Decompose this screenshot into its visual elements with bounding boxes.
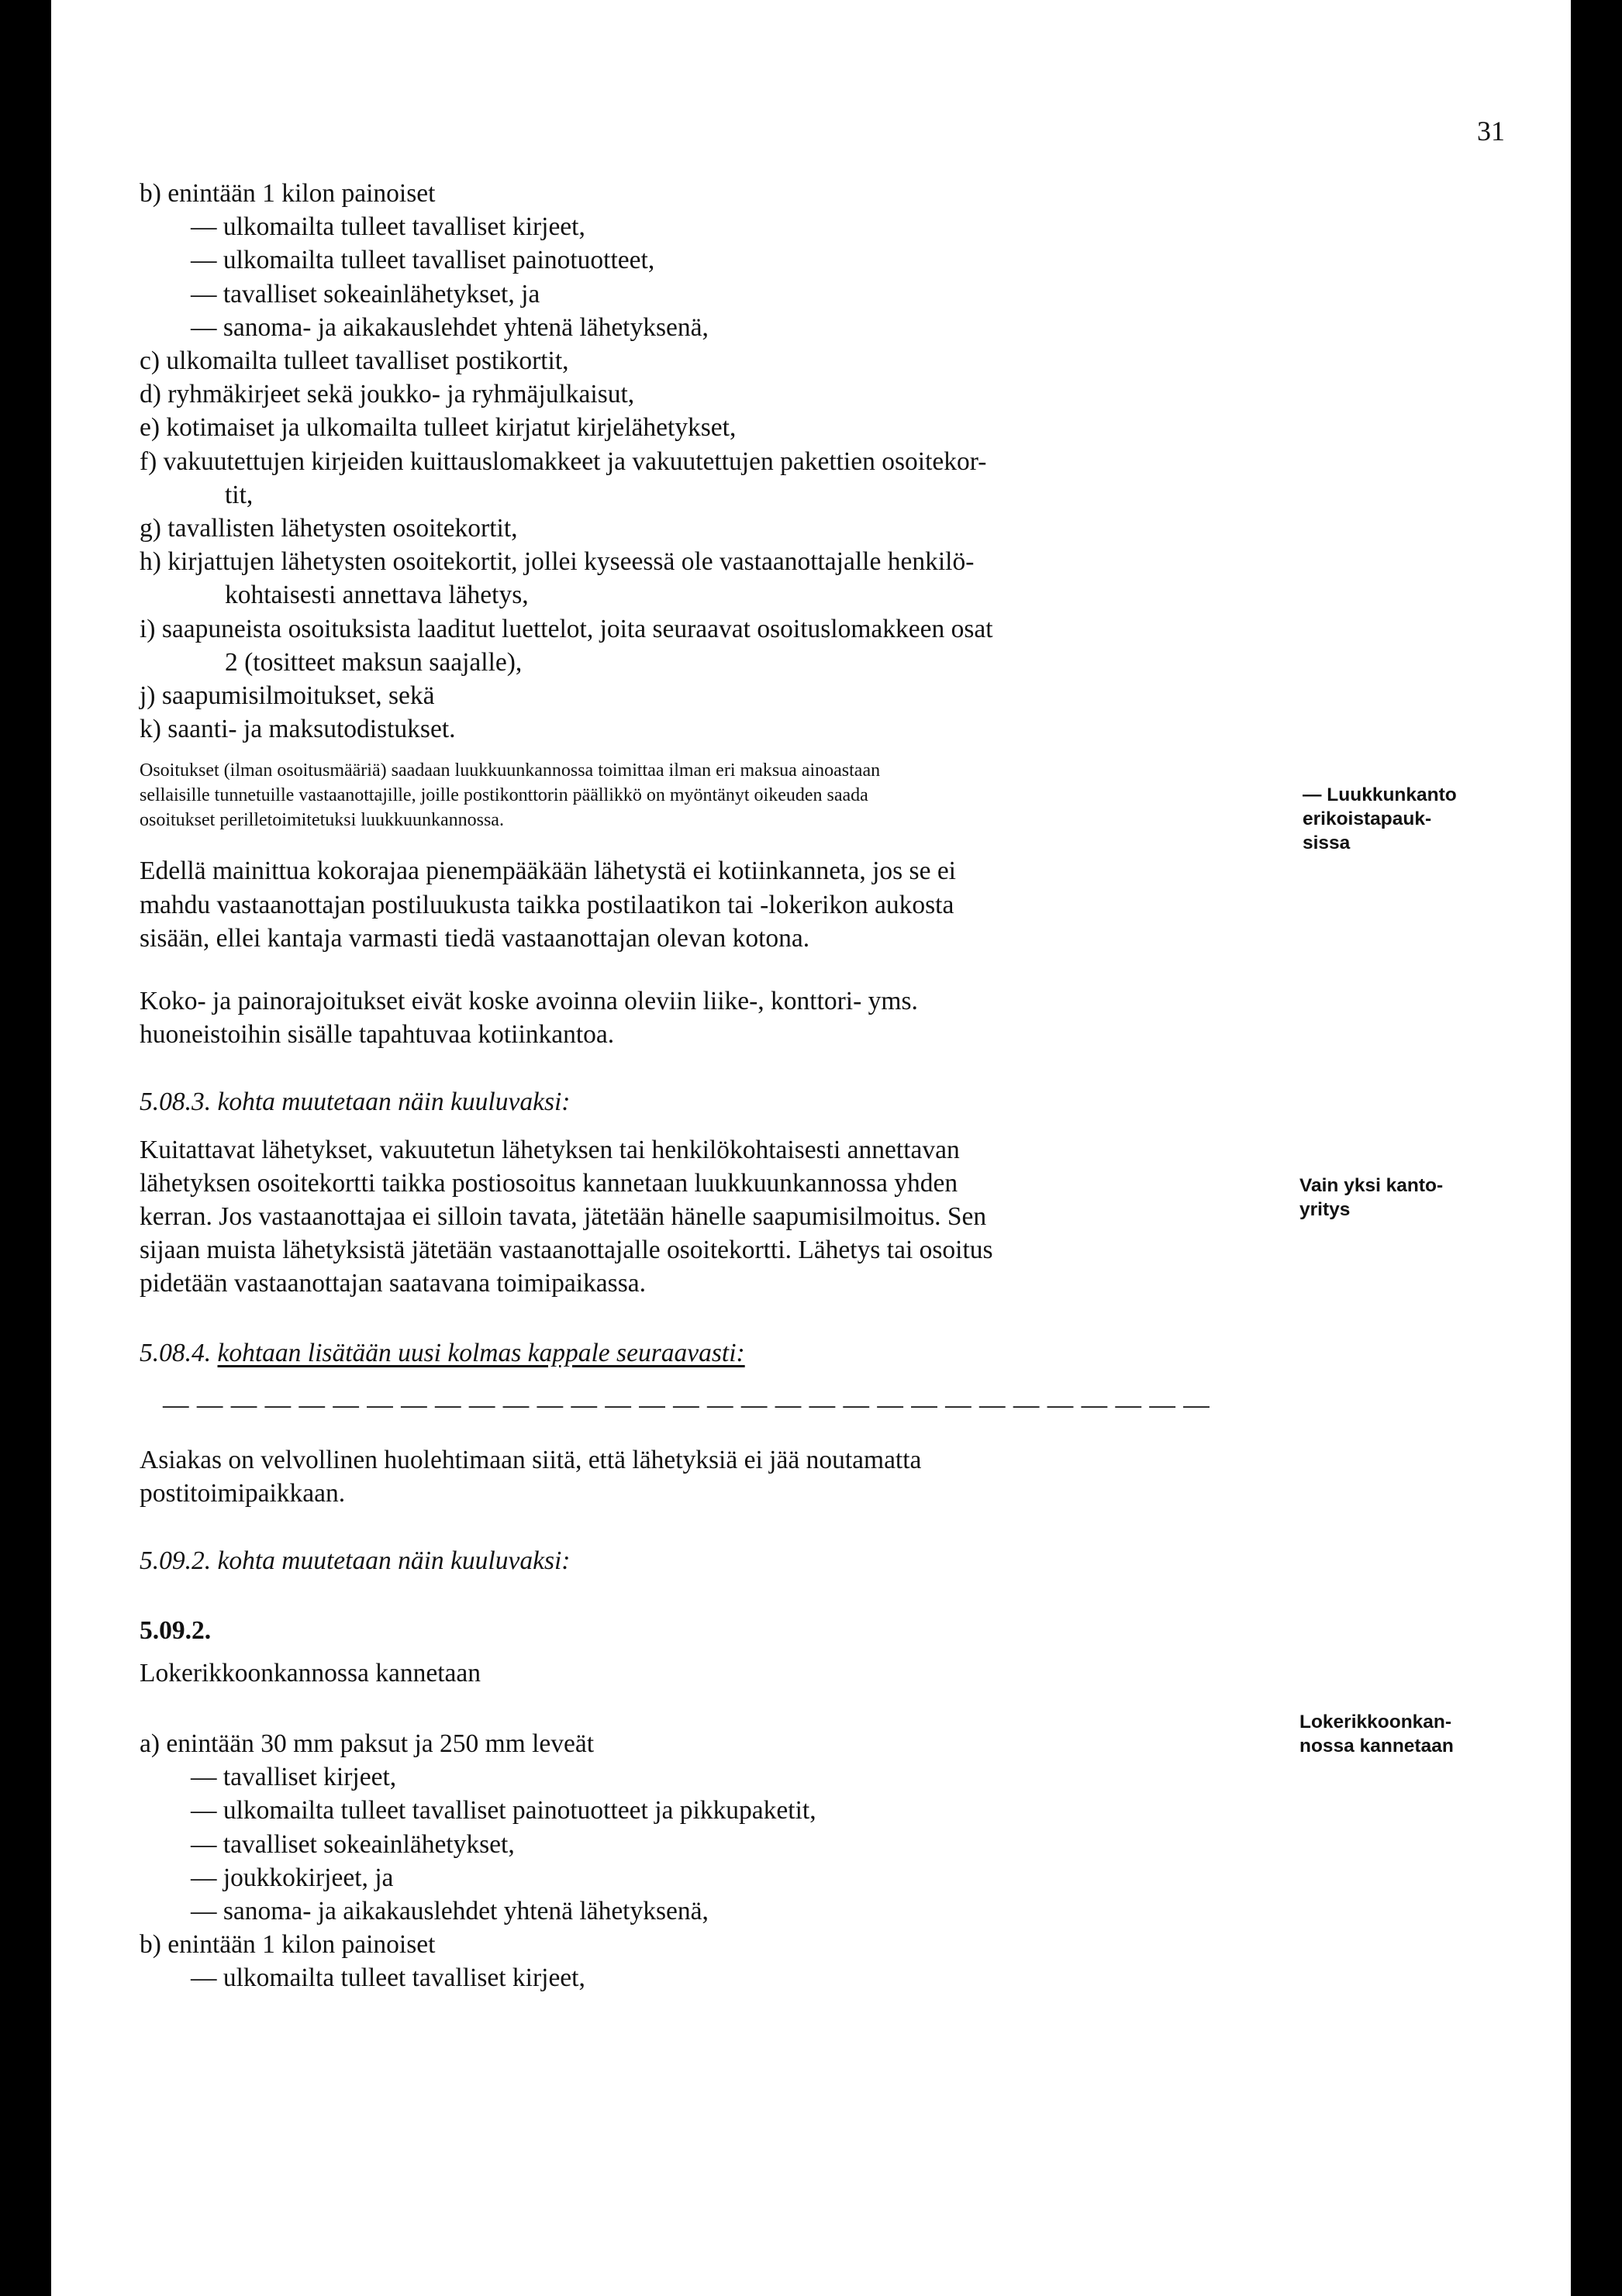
list-item: — sanoma- ja aikakauslehdet yhtenä lähetyksenä, bbox=[191, 312, 709, 342]
text-line: kerran. Jos vastaanottajaa ei silloin tavata, jätetään hänelle saapumisilmoitus. Sen bbox=[140, 1202, 987, 1232]
text-line: lähetyksen osoitekortti taikka postiosoitus kannetaan luukkuunkannossa yhden bbox=[140, 1168, 958, 1198]
small-note bbox=[140, 758, 1262, 833]
delivery-list bbox=[140, 177, 1262, 746]
heading-number: 5.08.4. bbox=[140, 1338, 212, 1367]
text-line: huoneistoihin sisälle tapahtuvaa kotiinkantoa. bbox=[140, 1020, 615, 1050]
list-item: 2 (tositteet maksun saajalle), bbox=[225, 647, 523, 677]
section-number: 5.09.2. bbox=[140, 1615, 212, 1645]
text-line: sisään, ellei kantaja varmasti tiedä vastaanottajan olevan kotona. bbox=[140, 923, 810, 953]
text-line: sijaan muista lähetyksistä jätetään vastaanottajalle osoitekortti. Lähetys tai osoitus bbox=[140, 1236, 993, 1265]
margin-note-line: nossa kannetaan bbox=[1299, 1736, 1454, 1756]
text-line: Kuitattavat lähetykset, vakuutetun lähetyksen tai henkilökohtaisesti annettavan bbox=[140, 1135, 960, 1164]
list-item: — ulkomailta tulleet tavalliset painotuotteet, bbox=[191, 246, 655, 275]
paragraph-customer bbox=[140, 1443, 1262, 1510]
margin-note-line: — Luukkunkanto bbox=[1303, 784, 1457, 805]
list-item: g) tavallisten lähetysten osoitekortit, bbox=[140, 514, 518, 543]
text-line: Edellä mainittua kokorajaa pienempääkään lähetystä ei kotiinkanneta, jos se ei bbox=[140, 857, 956, 886]
text-line: mahdu vastaanottajan postiluukusta taikka postilaatikon tai -lokerikon aukosta bbox=[140, 890, 954, 919]
list-item: — joukkokirjeet, ja bbox=[191, 1863, 394, 1892]
list-item: f) vakuutettujen kirjeiden kuittauslomakkeet ja vakuutettujen pakettien osoitekor- bbox=[140, 446, 987, 476]
list-item: — ulkomailta tulleet tavalliset kirjeet, bbox=[191, 212, 585, 242]
list-item: — sanoma- ja aikakauslehdet yhtenä lähetyksenä, bbox=[191, 1896, 709, 1925]
margin-note-special-cases bbox=[1303, 783, 1457, 855]
list-item: kohtaisesti annettava lähetys, bbox=[225, 581, 529, 610]
locker-delivery-list bbox=[140, 1727, 1262, 1995]
list-item: j) saapumisilmoitukset, sekä bbox=[140, 681, 435, 711]
list-item: c) ulkomailta tulleet tavalliset postikortit, bbox=[140, 346, 569, 376]
list-item: — tavalliset sokeainlähetykset, ja bbox=[191, 279, 540, 309]
scan-border-left bbox=[40, 0, 51, 2296]
list-item: — ulkomailta tulleet tavalliset kirjeet, bbox=[191, 1963, 585, 1993]
list-item: b) enintään 1 kilon painoiset bbox=[140, 1930, 436, 1960]
list-item: h) kirjattujen lähetysten osoitekortit, jollei kyseessä ole vastaanottajalle henkilö- bbox=[140, 547, 975, 577]
text-line: postitoimipaikkaan. bbox=[140, 1479, 346, 1508]
margin-note-line: erikoistapauk- bbox=[1303, 808, 1432, 829]
heading-text: kohta muutetaan näin kuuluvaksi: bbox=[217, 1088, 571, 1117]
heading-5-08-4 bbox=[140, 1336, 1262, 1370]
margin-note-locker-delivery bbox=[1299, 1710, 1454, 1758]
list-item: i) saapuneista osoituksista laaditut luettelot, joita seuraavat osoituslomakkeen osat bbox=[140, 614, 993, 643]
list-item: k) saanti- ja maksutodistukset. bbox=[140, 715, 456, 744]
heading-number: 5.09.2. bbox=[140, 1546, 212, 1576]
list-item: e) kotimaiset ja ulkomailta tulleet kirjatut kirjelähetykset, bbox=[140, 413, 737, 443]
text-line: pidetään vastaanottajan saatavana toimipaikassa. bbox=[140, 1269, 646, 1298]
note-line: sellaisille tunnetuille vastaanottajille, joille postikonttorin päällikkö on myöntänyt oikeuden saada bbox=[140, 785, 868, 806]
list-item: d) ryhmäkirjeet sekä joukko- ja ryhmäjulkaisut, bbox=[140, 380, 635, 409]
margin-note-line: Vain yksi kanto- bbox=[1299, 1175, 1444, 1196]
list-item: tit, bbox=[225, 480, 254, 509]
section-title: Lokerikkoonkannossa kannetaan bbox=[140, 1658, 481, 1688]
list-item: a) enintään 30 mm paksut ja 250 mm leveät bbox=[140, 1729, 595, 1758]
list-item: b) enintään 1 kilon painoiset bbox=[140, 179, 436, 208]
paragraph-size-limit bbox=[140, 854, 1262, 955]
list-item: — tavalliset sokeainlähetykset, bbox=[191, 1829, 515, 1859]
dash-rule: — — — — — — — — — — — — — — — — — — — — — — — — — — — — — — — bbox=[163, 1390, 1210, 1419]
list-item: — ulkomailta tulleet tavalliset painotuotteet ja pikkupaketit, bbox=[191, 1796, 816, 1825]
scan-border-right bbox=[1571, 0, 1622, 2296]
heading-5-09-2 bbox=[140, 1544, 1262, 1577]
page-number: 31 bbox=[1477, 115, 1505, 147]
margin-note-line: sissa bbox=[1303, 833, 1351, 853]
margin-note-line: yritys bbox=[1299, 1199, 1351, 1220]
margin-note-one-attempt bbox=[1299, 1174, 1443, 1222]
margin-note-line: Lokerikkoonkan- bbox=[1299, 1712, 1452, 1732]
note-line: Osoitukset (ilman osoitusmääriä) saadaan luukkuunkannossa toimittaa ilman eri maksua ainoastaan bbox=[140, 760, 881, 781]
list-item: — tavalliset kirjeet, bbox=[191, 1763, 397, 1792]
heading-number: 5.08.3. bbox=[140, 1088, 212, 1117]
main-text bbox=[140, 177, 1262, 1995]
heading-text: kohtaan lisätään uusi kolmas kappale seuraavasti: bbox=[217, 1338, 745, 1367]
text-line: Asiakas on velvollinen huolehtimaan siitä, että lähetyksiä ei jää noutamatta bbox=[140, 1445, 922, 1474]
note-line: osoitukset perilletoimitetuksi luukkuunkannossa. bbox=[140, 810, 504, 831]
paragraph-weight-limit bbox=[140, 984, 1262, 1051]
heading-text: kohta muutetaan näin kuuluvaksi: bbox=[217, 1546, 571, 1576]
heading-5-08-3 bbox=[140, 1085, 1262, 1119]
text-line: Koko- ja painorajoitukset eivät koske avoinna oleviin liike-, konttori- yms. bbox=[140, 987, 918, 1016]
paragraph-receipted bbox=[140, 1133, 1262, 1301]
